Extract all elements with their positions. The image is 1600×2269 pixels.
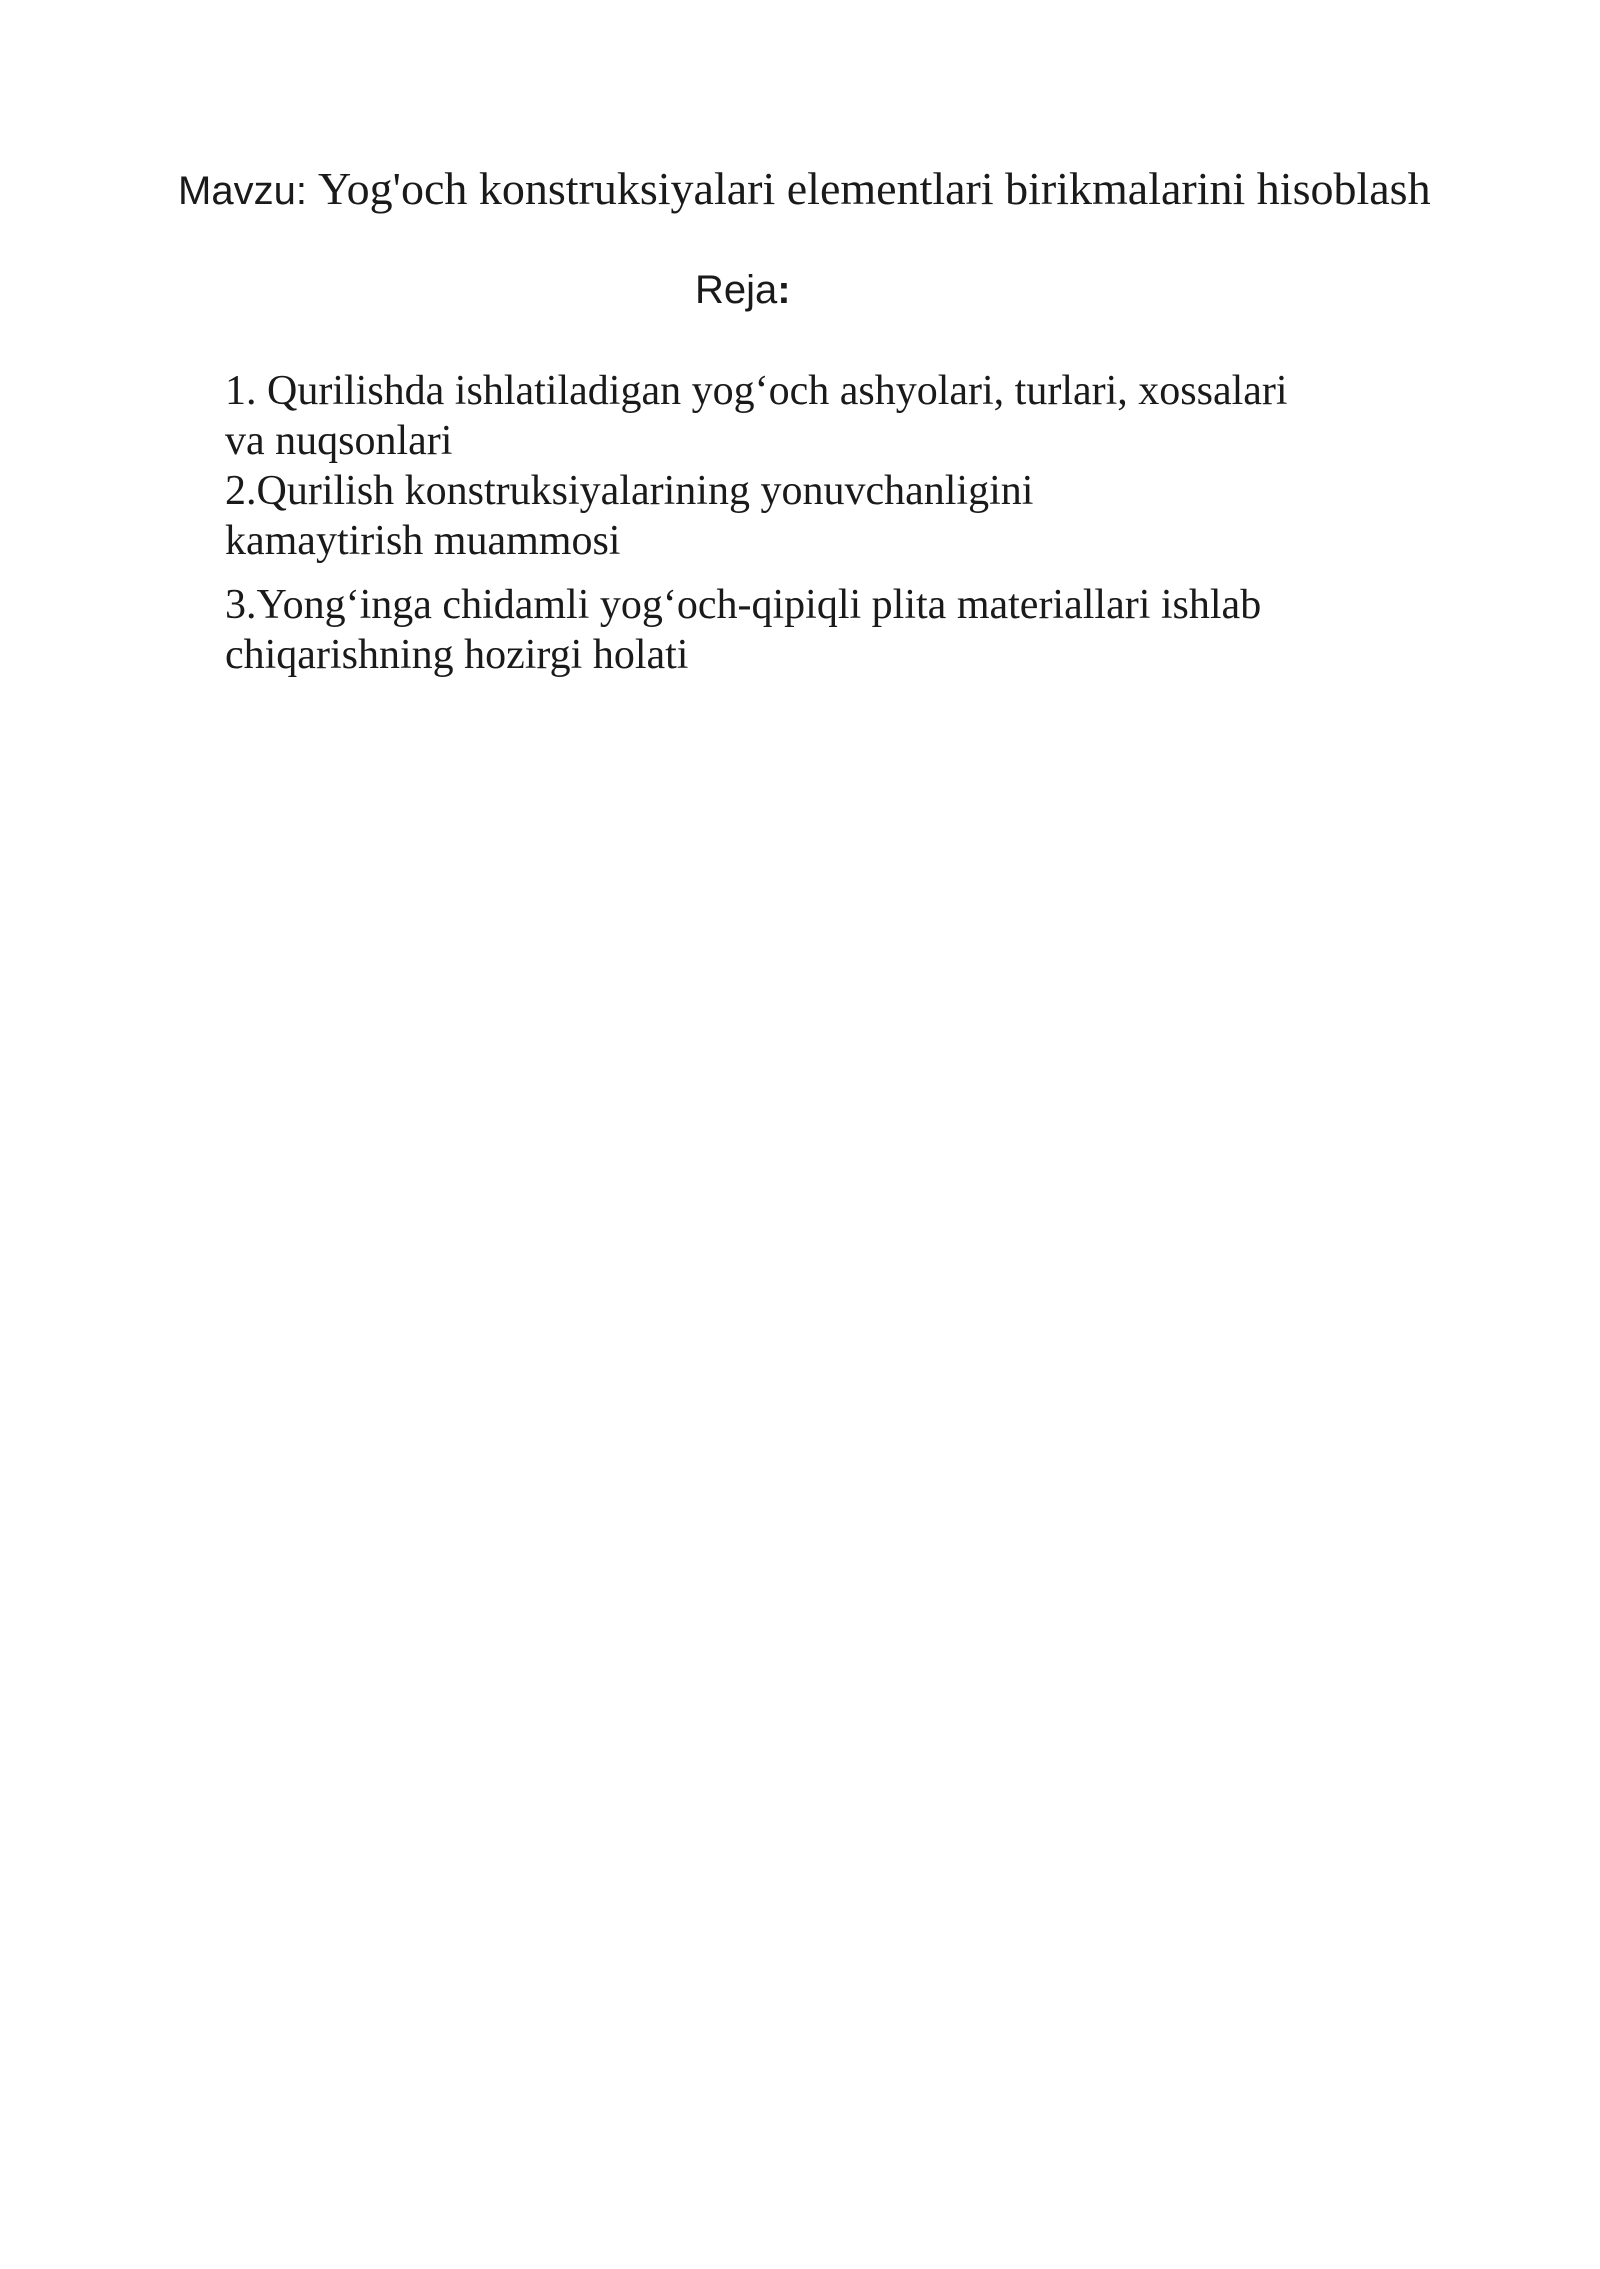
plan-heading (695, 270, 791, 310)
plan-list (225, 366, 1425, 680)
plan-heading-text: Reja (695, 268, 778, 312)
plan-item-1 (225, 366, 1425, 466)
plan-item-2 (225, 466, 1425, 566)
plan-item-1-line-1: 1. Qurilishda ishlatiladigan yog‘och ashyolari, turlari, xossalari (225, 368, 1288, 414)
page-title (178, 163, 1431, 214)
plan-item-3 (225, 580, 1425, 680)
plan-item-3-line-1: 3.Yong‘inga chidamli yog‘och-qipiqli plita materiallari ishlab (225, 582, 1262, 628)
title-prefix: Mavzu: (178, 169, 319, 213)
plan-item-3-line-2: chiqarishning hozirgi holati (225, 632, 689, 678)
title-text: Yog'och konstruksiyalari elementlari birikmalarini hisoblash (318, 163, 1431, 214)
plan-item-1-line-2: va nuqsonlari (225, 418, 453, 464)
plan-item-2-line-2: kamaytirish muammosi (225, 518, 621, 564)
plan-heading-colon: : (777, 268, 791, 312)
plan-item-2-line-1: 2.Qurilish konstruksiyalarining yonuvchanligini (225, 468, 1034, 514)
